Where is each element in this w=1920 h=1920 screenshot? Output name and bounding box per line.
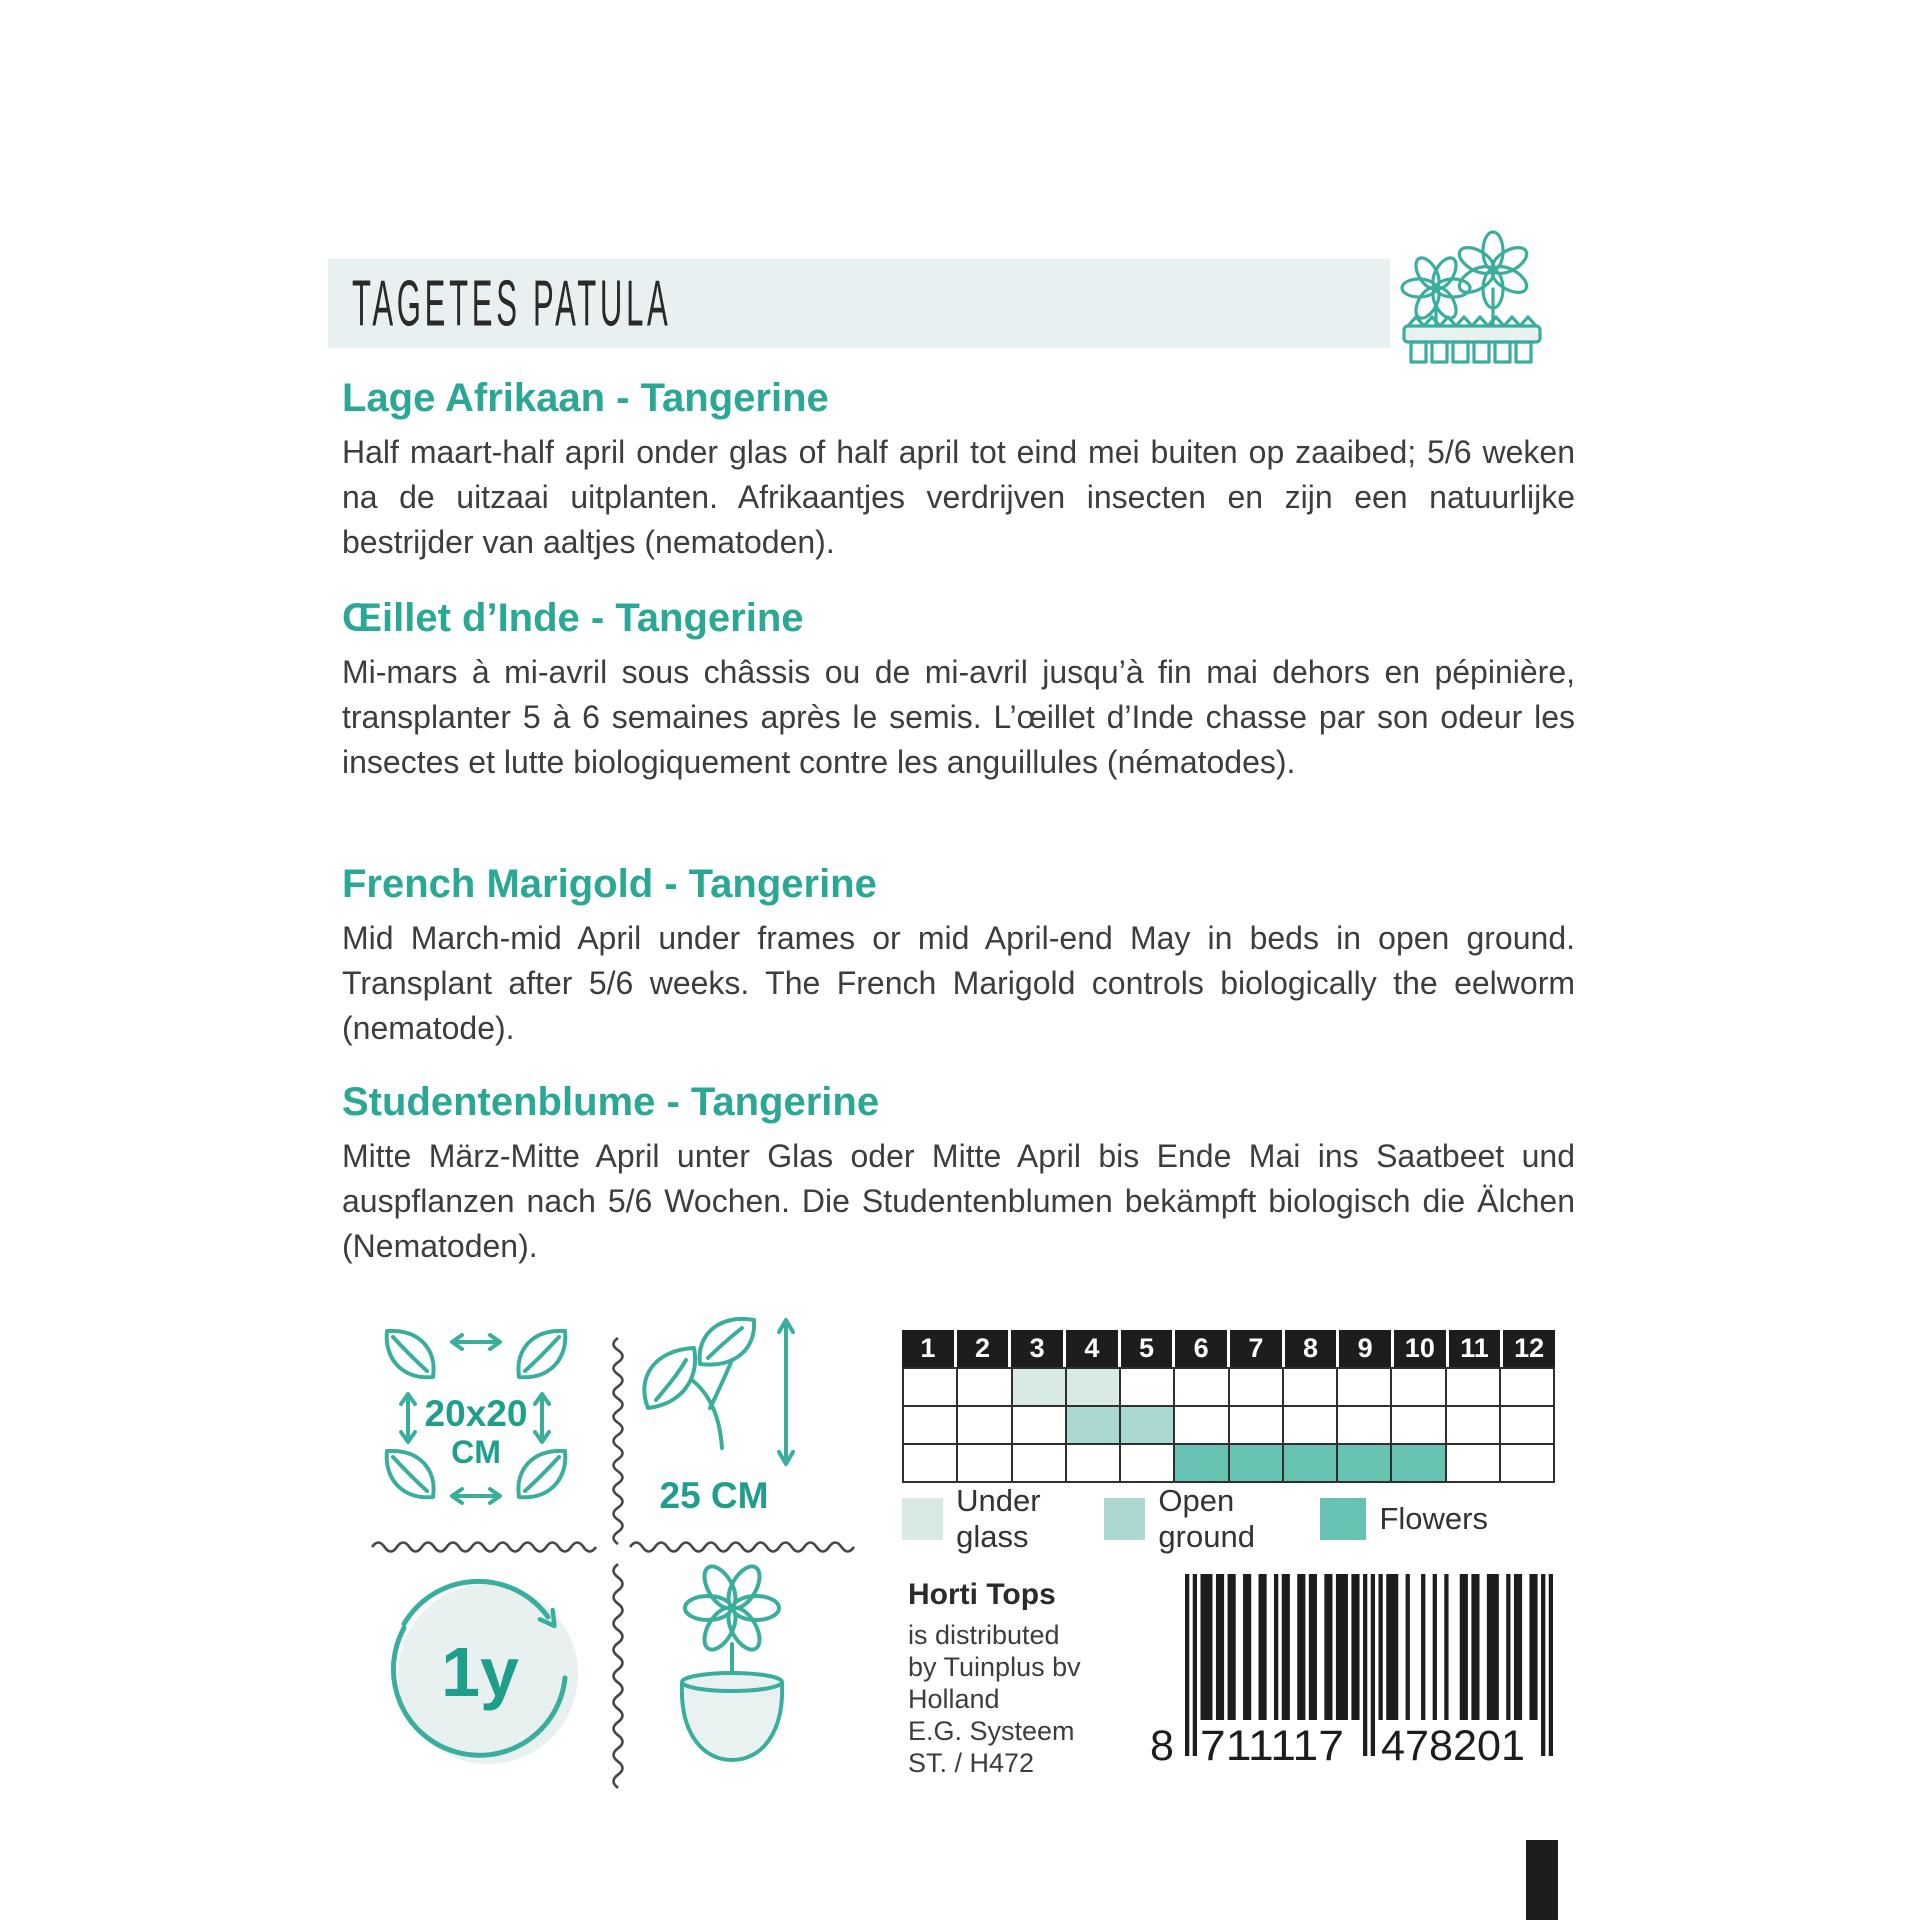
leaf-icon [518, 1331, 565, 1377]
legend-swatch [1104, 1498, 1145, 1540]
vertical-wavy-divider-top [612, 1336, 624, 1546]
calendar-month-1: 1 [902, 1330, 954, 1367]
calendar-month-2: 2 [957, 1330, 1009, 1367]
legend-swatch [902, 1498, 943, 1540]
calendar-cell-open-ground-month-2 [958, 1407, 1010, 1443]
calendar-cell-flowers-month-6 [1175, 1445, 1227, 1481]
section-dutch [342, 376, 1575, 565]
calendar-cell-open-ground-month-10 [1392, 1407, 1444, 1443]
calendar-month-3: 3 [1011, 1330, 1063, 1367]
calendar-cell-flowers-month-2 [958, 1445, 1010, 1481]
title-band [328, 259, 1390, 348]
horizontal-wavy-divider-left [370, 1541, 598, 1553]
section-heading-english: French Marigold - Tangerine [342, 862, 877, 906]
calendar-cell-flowers-month-5 [1121, 1445, 1173, 1481]
section-heading-german: Studentenblume - Tangerine [342, 1080, 880, 1124]
section-french [342, 596, 1575, 785]
flower-pot-icon [656, 1554, 806, 1769]
calendar-month-4: 4 [1066, 1330, 1118, 1367]
calendar-cell-under-glass-month-12 [1501, 1369, 1553, 1405]
vertical-wavy-divider-bottom [612, 1562, 624, 1790]
right-flower-icon [1455, 232, 1531, 326]
legend-label: Open ground [1158, 1483, 1255, 1554]
legend-swatch [1320, 1498, 1366, 1540]
calendar-cell-flowers-month-1 [904, 1445, 956, 1481]
vertical-arrow-icon [401, 1394, 415, 1442]
section-body-french: Mi-mars à mi-avril sous châssis ou de mi-avril jusqu’à fin mai dehors en pépinière, transplanter 5 à 6 semaines après le semis. L’œillet d’Inde chasse par son odeur les insectes et lutte biologiquement contre les anguillules (nématodes). [342, 654, 1575, 780]
calendar-cell-open-ground-month-1 [904, 1407, 956, 1443]
distributor-line: is distributed [908, 1620, 1060, 1650]
calendar-cell-under-glass-month-3 [1013, 1369, 1065, 1405]
barcode [1138, 1570, 1553, 1775]
calendar-cell-open-ground-month-6 [1175, 1407, 1227, 1443]
calendar-cell-open-ground-month-9 [1338, 1407, 1390, 1443]
calendar-month-header-row [902, 1330, 1555, 1367]
distributor-name: Horti Tops [908, 1578, 1056, 1611]
calendar-cell-under-glass-month-1 [904, 1369, 956, 1405]
calendar-month-7: 7 [1230, 1330, 1282, 1367]
calendar-cell-flowers-month-8 [1284, 1445, 1336, 1481]
calendar-cell-flowers-month-12 [1501, 1445, 1553, 1481]
calendar-cell-open-ground-month-11 [1447, 1407, 1499, 1443]
section-german [342, 1080, 1575, 1269]
barcode-lead-digit: 8 [1150, 1722, 1174, 1770]
leaf-icon [387, 1331, 434, 1377]
horizontal-arrow-icon [452, 1489, 500, 1503]
lifecycle-label: 1y [441, 1633, 519, 1711]
calendar-cell-under-glass-month-10 [1392, 1369, 1444, 1405]
flowers-tray-icon [1396, 230, 1548, 368]
daisy-flower-icon [685, 1561, 779, 1654]
plant-height-icon [634, 1312, 810, 1517]
calendar-cell-flowers-month-11 [1447, 1445, 1499, 1481]
height-label: 25 CM [659, 1475, 769, 1516]
horizontal-wavy-divider-right [628, 1541, 856, 1553]
calendar-cell-under-glass-month-2 [958, 1369, 1010, 1405]
calendar-cell-flowers-month-7 [1230, 1445, 1282, 1481]
calendar-cell-open-ground-month-4 [1067, 1407, 1119, 1443]
calendar-cell-open-ground-month-12 [1501, 1407, 1553, 1443]
spacing-value-label: 20x20 [424, 1393, 528, 1434]
calendar-cell-under-glass-month-7 [1230, 1369, 1282, 1405]
calendar-cell-under-glass-month-5 [1121, 1369, 1173, 1405]
legend-label: Flowers [1379, 1501, 1488, 1536]
annual-lifecycle-icon [380, 1568, 585, 1773]
calendar-cell-flowers-month-4 [1067, 1445, 1119, 1481]
calendar-month-5: 5 [1121, 1330, 1173, 1367]
calendar-cell-under-glass-month-6 [1175, 1369, 1227, 1405]
sowing-calendar [902, 1330, 1555, 1483]
legend-item [1104, 1483, 1320, 1555]
distributor-line: by Tuinplus bv [908, 1652, 1081, 1682]
calendar-cell-under-glass-month-9 [1338, 1369, 1390, 1405]
calendar-cell-open-ground-month-7 [1230, 1407, 1282, 1443]
calendar-month-11: 11 [1449, 1330, 1501, 1367]
section-heading-french: Œillet d’Inde - Tangerine [342, 596, 804, 640]
plant-spacing-icon [370, 1324, 582, 1522]
calendar-month-12: 12 [1503, 1330, 1555, 1367]
calendar-cell-under-glass-month-11 [1447, 1369, 1499, 1405]
calendar-month-8: 8 [1285, 1330, 1337, 1367]
calendar-cell-flowers-month-10 [1392, 1445, 1444, 1481]
section-heading-dutch: Lage Afrikaan - Tangerine [342, 376, 829, 420]
calendar-month-6: 6 [1175, 1330, 1227, 1367]
legend-item [902, 1483, 1104, 1555]
section-body-dutch: Half maart-half april onder glas of half april tot eind mei buiten op zaaibed; 5/6 weken na de uitzaai uitplanten. Afrikaantjes verdrijven insecten en zijn een natuurlijke bestrijder van aaltjes (nematoden). [342, 434, 1575, 560]
leaf-icon [518, 1451, 565, 1497]
vertical-arrow-icon [535, 1394, 549, 1442]
legend-label: Under glass [956, 1483, 1041, 1554]
calendar-month-10: 10 [1394, 1330, 1446, 1367]
barcode-digits-left: 711117 [1200, 1722, 1344, 1770]
calendar-cell-under-glass-month-8 [1284, 1369, 1336, 1405]
calendar-cell-under-glass-month-4 [1067, 1369, 1119, 1405]
page-title: TAGETES PATULA [352, 266, 672, 340]
barcode-digits-right: 478201 [1381, 1722, 1525, 1770]
calendar-cell-open-ground-month-8 [1284, 1407, 1336, 1443]
distributor-line: Holland [908, 1684, 1000, 1714]
vertical-arrow-icon [779, 1320, 793, 1464]
distributor-info [908, 1578, 1143, 1779]
spacing-unit-label: CM [451, 1434, 501, 1470]
sprout-icon [644, 1319, 754, 1448]
calendar-legend [902, 1483, 1488, 1555]
distributor-line: E.G. Systeem [908, 1716, 1075, 1746]
calendar-cell-flowers-month-3 [1013, 1445, 1065, 1481]
pot-icon [682, 1673, 782, 1760]
calendar-cell-open-ground-month-5 [1121, 1407, 1173, 1443]
calendar-grid [902, 1367, 1555, 1483]
calendar-cell-open-ground-month-3 [1013, 1407, 1065, 1443]
distributor-line: ST. / H472 [908, 1748, 1035, 1778]
section-english [342, 862, 1575, 1051]
tray-icon [1404, 317, 1540, 362]
leaf-icon [387, 1451, 434, 1497]
section-body-english: Mid March-mid April under frames or mid April-end May in beds in open ground. Transplant after 5/6 weeks. The French Marigold controls biologically the eelworm (nematode). [342, 920, 1575, 1046]
calendar-cell-flowers-month-9 [1338, 1445, 1390, 1481]
horizontal-arrow-icon [452, 1335, 500, 1349]
legend-item [1320, 1498, 1488, 1540]
section-body-german: Mitte März-Mitte April unter Glas oder Mitte April bis Ende Mai ins Saatbeet und auspflanzen nach 5/6 Wochen. Die Studentenblumen bekämpft biologisch die Älchen (Nematoden). [342, 1138, 1575, 1264]
calendar-month-9: 9 [1339, 1330, 1391, 1367]
print-mark [1526, 1840, 1558, 1920]
